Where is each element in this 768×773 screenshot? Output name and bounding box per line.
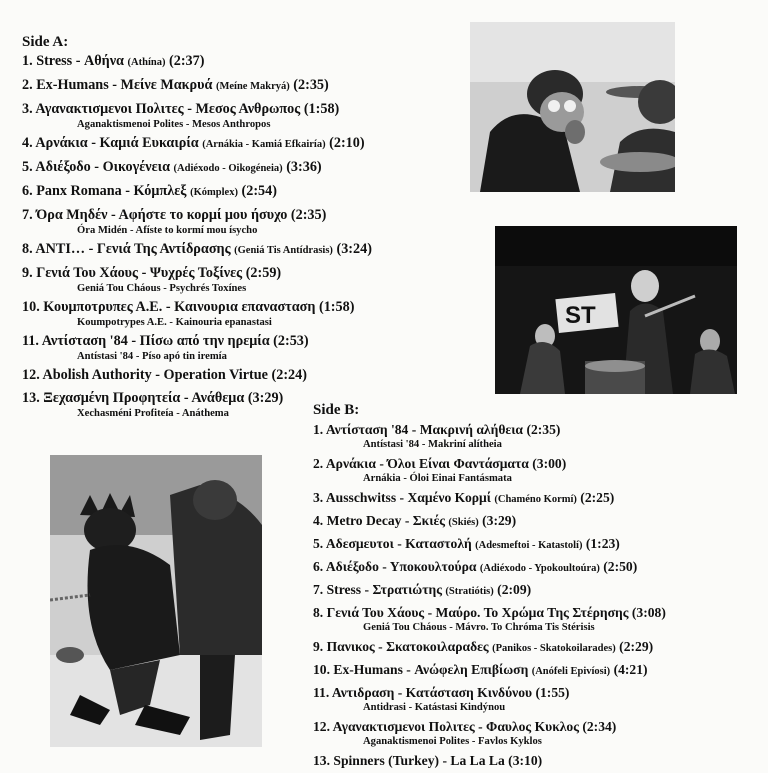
track-artist: Ξεχασμένη Προφητεία [43, 390, 181, 406]
track-duration: (3:08) [631, 605, 666, 620]
track-number: 9. [22, 265, 33, 281]
track-item: 6. Αδιέξοδο - Υποκουλτούρα (Adiéxodo - Ypokoultoúra) (2:50) [313, 559, 638, 574]
track-artist: Ausschwitss [325, 490, 397, 505]
track-title: Μείνε Μακρυά [120, 77, 213, 93]
track-title: Ανάθεμα [191, 390, 245, 406]
track-duration: (2:35) [526, 422, 561, 437]
track-item: 1. Αντίσταση '84 - Μακρινή αλήθεια (2:35) Antístasi '84 - Makriní alítheia [313, 421, 666, 451]
track-item: 2. Ex-Humans - Μείνε Μακρυά (Meíne Makryá) (2:35) [22, 77, 329, 93]
track-transliteration: Arnákia - Óloi Einai Fantásmata [363, 473, 512, 484]
track-artist: Αρνάκια [325, 456, 376, 471]
track-duration: (2:09) [497, 582, 532, 597]
track-title: Καταστολή [405, 536, 472, 551]
track-transliteration-inline: (Geniá Tis Antídrasis) [234, 245, 333, 256]
track-transliteration: Óra Midén - Afíste to kormí mou ísycho [77, 225, 258, 236]
track-number: 4. [313, 513, 324, 528]
banner-text: ST [565, 302, 596, 329]
track-item: 10. Ex-Humans - Ανώφελη Επιβίωση (Anófeli Epivíosi) (4:21) [313, 662, 648, 677]
track-item: 4. Metro Decay - Σκιές (Skiés) (3:29) [313, 513, 517, 528]
track-duration: (2:24) [271, 367, 307, 383]
side-a-heading: Side A: [22, 34, 69, 50]
track-artist: Metro Decay [326, 513, 402, 528]
track-title: Σκιές [412, 513, 445, 528]
track-item: 8. ANTI… - Γενιά Της Αντίδρασης (Geniá Tis Antídrasis) (3:24) [22, 241, 372, 257]
track-artist: Spinners (Turkey) [333, 753, 440, 768]
track-artist: Αγανακτισμενοι Πολιτες [332, 719, 475, 734]
track-transliteration-inline: (Adiéxodo - Ypokoultoúra) [479, 563, 600, 574]
track-item: 7. Όρα Μηδέν - Αφήστε το κορμί μου ήσυχο (2:35) Óra Midén - Afíste to kormí mou ísycho [22, 207, 372, 237]
track-duration: (3:29) [247, 390, 284, 406]
track-duration: (2:59) [245, 265, 282, 281]
track-transliteration-inline: (Skiés) [448, 517, 479, 528]
track-transliteration-inline: (Anófeli Epivíosi) [531, 666, 611, 677]
track-artist: Όρα Μηδέν [36, 207, 108, 223]
track-item: 9. Πανικος - Σκατοκοιλαραδες (Panikos - Skatokoilarades) (2:29) [313, 639, 654, 654]
track-title: Στρατιώτης [372, 582, 442, 597]
track-artist: Stress [36, 53, 73, 69]
track-item: 5. Αδιέξοδο - Οικογένεια (Adiéxodo - Oikogéneia) (3:36) [22, 159, 322, 175]
side-b-tracklist [313, 421, 666, 773]
track-transliteration-inline: (Panikos - Skatokoilarades) [492, 643, 616, 654]
track-artist: Abolish Authority [42, 367, 152, 383]
track-transliteration: Koumpotrypes A.E. - Kainouria epanastasi [77, 317, 272, 328]
track-number: 11. [313, 685, 330, 700]
track-number: 11. [22, 333, 39, 349]
track-number: 3. [22, 101, 33, 117]
track-title: Πίσω από την ηρεμία [139, 333, 270, 349]
track-item: 6. Panx Romana - Κόμπλεξ (Kómplex) (2:54) [22, 183, 277, 199]
track-title: Οικογένεια [102, 159, 170, 175]
track-number: 7. [22, 207, 33, 223]
track-title: Μαύρο. Το Χρώμα Της Στέρησης [435, 605, 629, 620]
track-duration: (1:58) [318, 299, 355, 315]
track-number: 4. [22, 135, 33, 151]
track-duration: (2:54) [241, 183, 277, 199]
track-duration: (2:35) [290, 207, 327, 223]
track-item: 8. Γενιά Του Χάους - Μαύρο. Το Χρώμα Της Στέρησης (3:08) Geniá Tou Cháous - Mávro. To Chróma Tis Stérisis [313, 605, 666, 633]
track-title: Φαυλος Κυκλος [486, 719, 579, 734]
track-artist: Κουμποτρυπες Α.Ε. [43, 299, 163, 315]
track-title: Operation Virtue [163, 367, 268, 383]
track-title: Υποκουλτούρα [389, 559, 477, 574]
track-duration: (2:37) [169, 53, 205, 69]
track-number: 9. [313, 639, 324, 654]
track-number: 8. [313, 605, 324, 620]
track-item: 3. Αγανακτισμενοι Πολιτες - Μεσος Ανθρωπος (1:58) Aganaktismenoi Polites - Mesos Anthropos [22, 101, 372, 131]
track-artist: Stress [326, 582, 362, 597]
track-transliteration-inline: (Meíne Makryá) [215, 81, 290, 92]
track-title: Καινουρια επανασταση [174, 299, 316, 315]
track-artist: Γενιά Του Χάους [36, 265, 139, 281]
track-duration: (3:10) [508, 753, 543, 768]
track-title: Χαμένο Κορμί [407, 490, 491, 505]
track-item: 11. Αντίσταση '84 - Πίσω από την ηρεμία (2:53) Antístasi '84 - Píso apó tin iremía [22, 333, 372, 363]
track-artist: Αδεσμευτοι [325, 536, 394, 551]
track-title: Ανώφελη Επιβίωση [414, 662, 529, 677]
track-artist: Αρνάκια [35, 135, 88, 151]
track-artist: Αντίσταση '84 [41, 333, 128, 349]
track-title: Ψυχρές Τοξίνες [149, 265, 243, 281]
track-title: La La La [450, 753, 505, 768]
track-duration: (3:36) [286, 159, 322, 175]
track-transliteration: Aganaktismenoi Polites - Favlos Kyklos [363, 736, 542, 747]
track-duration: (3:00) [532, 456, 567, 471]
track-title: Καμιά Ευκαιρία [99, 135, 199, 151]
track-duration: (2:25) [580, 490, 615, 505]
track-transliteration: Antidrasi - Katástasi Kindýnou [363, 702, 506, 713]
track-item: 2. Αρνάκια - Όλοι Είναι Φαντάσματα (3:00) Arnákia - Óloi Einai Fantásmata [313, 455, 666, 485]
track-number: 12. [22, 367, 40, 383]
track-artist: Αγανακτισμενοι Πολιτες [35, 101, 184, 117]
track-number: 2. [313, 456, 324, 471]
track-duration: (3:29) [482, 513, 517, 528]
track-artist: Πανικος [326, 639, 375, 654]
track-transliteration-inline: (Stratiótis) [445, 586, 494, 597]
track-title: Κόμπλεξ [133, 183, 187, 199]
track-item: 12. Abolish Authority - Operation Virtue (2:24) [22, 367, 307, 383]
track-title: Αφήστε το κορμί μου ήσυχο [118, 207, 288, 223]
track-duration: (2:34) [582, 719, 617, 734]
track-item: 12. Αγανακτισμενοι Πολιτες - Φαυλος Κυκλος (2:34) Aganaktismenoi Polites - Favlos Kyklos [313, 718, 666, 748]
track-artist: Γενιά Του Χάους [326, 605, 425, 620]
track-duration: (1:23) [585, 536, 620, 551]
track-transliteration-inline: (Athína) [127, 57, 166, 68]
track-title: Κατάσταση Κινδύνου [405, 685, 533, 700]
track-item: 10. Κουμποτρυπες Α.Ε. - Καινουρια επανασταση (1:58) Koumpotrypes A.E. - Kainouria epanastasi [22, 299, 372, 329]
track-number: 8. [22, 241, 33, 257]
track-duration: (2:10) [329, 135, 365, 151]
track-title: Μεσος Ανθρωπος [195, 101, 301, 117]
photo-band-on-stage [495, 226, 737, 394]
track-duration: (2:35) [293, 77, 329, 93]
track-number: 1. [313, 422, 324, 437]
track-item: 11. Αντιδραση - Κατάσταση Κινδύνου (1:55) Antidrasi - Katástasi Kindýnou [313, 684, 666, 714]
track-item: 5. Αδεσμευτοι - Καταστολή (Adesmeftoi - Katastolí) (1:23) [313, 536, 620, 551]
track-artist: Ex-Humans [36, 77, 109, 93]
track-item: 7. Stress - Στρατιώτης (Stratiótis) (2:09) [313, 582, 532, 597]
track-transliteration-inline: (Chaméno Kormí) [494, 494, 577, 505]
track-artist: Αδιέξοδο [325, 559, 379, 574]
track-transliteration: Antístasi '84 - Píso apó tin iremía [77, 351, 227, 362]
track-title: Όλοι Είναι Φαντάσματα [387, 456, 529, 471]
track-artist: ANTI… [35, 241, 86, 257]
track-duration: (1:58) [303, 101, 340, 117]
side-b-heading: Side B: [313, 402, 360, 418]
track-number: 5. [22, 159, 33, 175]
track-transliteration-inline: (Arnákia - Kamiá Efkairía) [202, 139, 326, 150]
track-duration: (2:29) [619, 639, 654, 654]
track-item: 3. Ausschwitss - Χαμένο Κορμί (Chaméno Kormí) (2:25) [313, 490, 615, 505]
photo-drummer-gas-mask [470, 22, 675, 192]
track-title: Σκατοκοιλαραδες [386, 639, 489, 654]
track-number: 1. [22, 53, 33, 69]
track-transliteration-inline: (Adesmeftoi - Katastolí) [475, 540, 583, 551]
track-title: Γενιά Της Αντίδρασης [96, 241, 231, 257]
track-artist: Panx Romana [36, 183, 122, 199]
track-number: 5. [313, 536, 324, 551]
track-transliteration-inline: (Adiéxodo - Oikogéneia) [173, 163, 283, 174]
track-item: 9. Γενιά Του Χάους - Ψυχρές Τοξίνες (2:59) Geniá Tou Cháous - Psychrés Toxínes [22, 265, 372, 295]
track-item: 4. Αρνάκια - Καμιά Ευκαιρία (Arnákia - Kamiá Efkairía) (2:10) [22, 135, 365, 151]
track-number: 12. [313, 719, 330, 734]
track-transliteration: Xechasméni Profiteía - Anáthema [77, 408, 229, 419]
photo-punk-street [50, 455, 262, 747]
track-number: 10. [22, 299, 40, 315]
track-number: 2. [22, 77, 33, 93]
track-title: Αθήνα [84, 53, 124, 69]
track-artist: Αντίσταση '84 [325, 422, 409, 437]
track-number: 13. [22, 390, 40, 406]
track-item: 13. Ξεχασμένη Προφητεία - Ανάθεμα (3:29) Xechasméni Profiteía - Anáthema [22, 390, 372, 420]
track-number: 13. [313, 753, 330, 768]
track-number: 6. [22, 183, 33, 199]
track-transliteration: Antístasi '84 - Makriní alítheia [363, 439, 502, 450]
track-duration: (2:50) [603, 559, 638, 574]
track-transliteration: Geniá Tou Cháous - Psychrés Toxínes [77, 283, 247, 294]
track-item: 13. Spinners (Turkey) - La La La (3:10) [313, 753, 543, 768]
side-a-tracklist [22, 53, 372, 424]
track-artist: Ex-Humans [333, 662, 403, 677]
track-artist: Αντιδραση [331, 685, 395, 700]
track-number: 3. [313, 490, 324, 505]
track-item: 1. Stress - Αθήνα (Athína) (2:37) [22, 53, 205, 69]
track-duration: (2:53) [273, 333, 309, 349]
track-transliteration: Aganaktismenoi Polites - Mesos Anthropos [77, 119, 271, 130]
track-transliteration-inline: (Kómplex) [190, 187, 238, 198]
track-duration: (1:55) [535, 685, 570, 700]
track-number: 6. [313, 559, 324, 574]
track-number: 10. [313, 662, 330, 677]
track-duration: (4:21) [613, 662, 648, 677]
track-number: 7. [313, 582, 324, 597]
track-artist: Αδιέξοδο [35, 159, 91, 175]
track-transliteration: Geniá Tou Cháous - Mávro. To Chróma Tis Stérisis [363, 622, 595, 633]
track-title: Μακρινή αλήθεια [419, 422, 524, 437]
track-duration: (3:24) [336, 241, 372, 257]
